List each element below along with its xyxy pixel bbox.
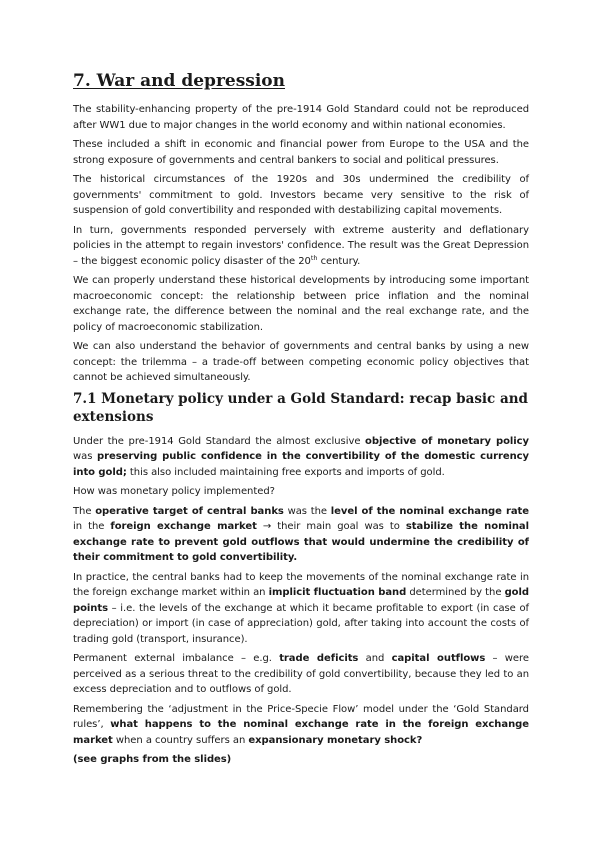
text-run: Remembering the ‘adjustment in the Price-Specie Flow’ model under the ‘Gold Standard rules’,	[73, 703, 529, 730]
bold-text: operative target of central banks	[95, 505, 284, 517]
text-run: In practice, the central banks had to keep the movements of the nominal exchange rate in the foreign exchange market within an	[73, 571, 529, 598]
bold-text: implicit fluctuation band	[268, 587, 407, 598]
text-run: in the	[73, 521, 111, 532]
bold-text: stabilize the nominal exchange rate to prevent gold outflows that would undermine the credibility of their commitment to gold convertibility.	[73, 521, 529, 563]
paragraph: We can also understand the behavior of governments and central banks by using a new concept: the trilemma – a trade-off between competing economic policy objectives that cannot be achieved simultaneously.	[73, 341, 529, 383]
text-run: was	[73, 451, 97, 462]
paragraph: The historical circumstances of the 1920s and 30s undermined the credibility of governments' commitment to gold. Investors became very sensitive to the risk of suspension of gold convertibility and responded with destabilizing capital movements.	[73, 174, 529, 216]
paragraph: We can properly understand these historical developments by introducing some important macroeconomic concept: the relationship between price inflation and the nominal exchange rate, the difference between the nominal and the real exchange rate, and the policy of macroeconomic stabilization.	[73, 275, 529, 333]
text-run: The	[73, 505, 96, 517]
text-run: Permanent external imbalance – e.g.	[73, 653, 280, 664]
paragraph	[73, 702, 529, 749]
text-run: was the	[283, 505, 331, 517]
paragraph	[73, 570, 529, 648]
bold-text: preserving public confidence in the convertibility of the domestic currency into gold;	[73, 451, 529, 478]
paragraph	[73, 752, 529, 768]
paragraph: How was monetary policy implemented?	[73, 486, 275, 497]
paragraph: These included a shift in economic and financial power from Europe to the USA and the strong exposure of governments and central bankers to social and political pressures.	[73, 139, 529, 166]
text-run: → their main goal was to	[256, 521, 406, 532]
bold-text: foreign exchange market	[110, 521, 257, 532]
text-run: determined by the	[406, 587, 505, 598]
text-run: Under the pre-1914 Gold Standard the almost exclusive	[73, 435, 366, 447]
bold-text: (see graphs from the slides)	[73, 754, 232, 765]
subsection-heading: 7.1 Monetary policy under a Gold Standard: recap basic and extensions	[73, 390, 528, 425]
text-run: – were perceived as a serious threat to the credibility of gold convertibility, because they led to an excess depreciation and to outflows of gold.	[73, 653, 529, 695]
superscript: th	[310, 253, 318, 262]
text-run: this also included maintaining free exports and imports of gold.	[126, 466, 445, 478]
text-run: – i.e. the levels of the exchange at which it became profitable to export (in case of depreciation) or import (in case of appreciation) gold, after taking into account the costs of trading gold (transport, insurance).	[73, 602, 529, 645]
bold-text: level of the nominal exchange rate	[330, 505, 530, 517]
bold-text: expansionary monetary shock?	[248, 734, 423, 746]
bold-text: gold points	[73, 587, 529, 614]
bold-text: what happens to the nominal exchange rate in the foreign exchange market	[73, 719, 529, 746]
text-run: In turn, governments responded perversely with extreme austerity and deflationary policies in the attempt to regain investors' confidence. The result was the Great Depression – the biggest economic policy disaster of the 20	[73, 224, 529, 267]
text-run: and	[358, 653, 392, 664]
paragraph	[73, 434, 529, 481]
text-run: century.	[317, 255, 361, 267]
bold-text: objective of monetary policy	[365, 435, 529, 447]
paragraph: The stability-enhancing property of the pre-1914 Gold Standard could not be reproduced after WW1 due to major changes in the world economy and within national economies.	[73, 104, 529, 131]
paragraph	[73, 651, 529, 698]
paragraph	[73, 504, 529, 566]
section-heading: 7. War and depression	[73, 71, 286, 91]
page-content	[73, 71, 529, 772]
bold-text: trade deficits	[279, 653, 359, 664]
paragraph	[73, 223, 529, 270]
bold-text: capital outflows	[391, 653, 486, 664]
text-run: when a country suffers an	[112, 734, 249, 746]
